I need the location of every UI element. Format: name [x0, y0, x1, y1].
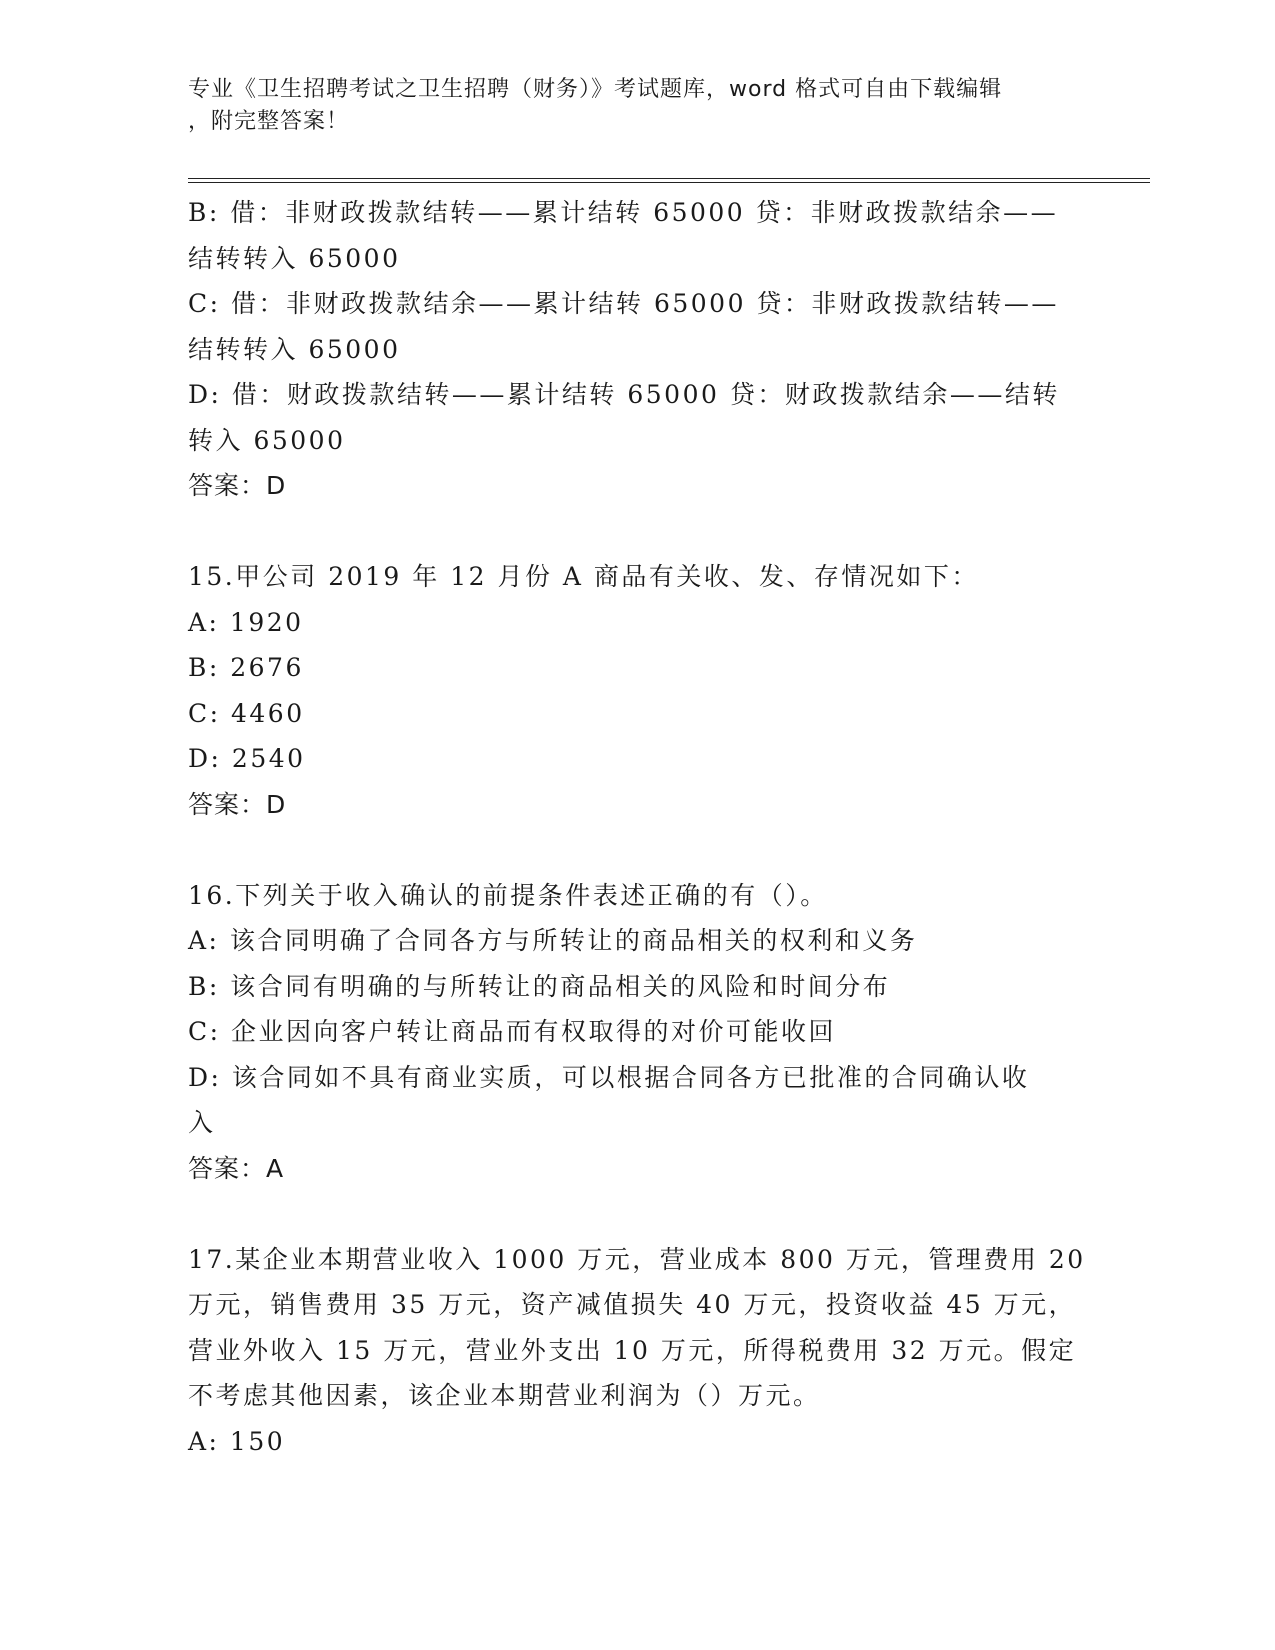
question-text-line-4: 不考虑其他因素，该企业本期营业利润为（）万元。: [188, 1381, 821, 1410]
question-15: [188, 554, 1068, 827]
header-line-1: 专业《卫生招聘考试之卫生招聘（财务）》考试题库，word 格式可自由下载编辑: [188, 77, 1003, 102]
question-body: [188, 190, 1086, 1464]
option-a: A: 该合同明确了合同各方与所转让的商品相关的权利和义务: [188, 926, 918, 955]
option-d: D: 2540: [188, 744, 306, 773]
option-a: A: 150: [188, 1426, 286, 1456]
option-c: C: 4460: [188, 698, 305, 728]
option-b: B: 2676: [188, 653, 304, 682]
header-line-2: ，附完整答案！: [188, 109, 350, 134]
question-text-line-1: 17.某企业本期营业收入 1000 万元，营业成本 800 万元，管理费用 20: [188, 1244, 1086, 1274]
option-d-line-2: 转入 65000: [188, 425, 346, 455]
question-16: [188, 873, 1068, 1192]
answer: 答案：D: [188, 471, 287, 500]
question-text-line-3: 营业外收入 15 万元，营业外支出 10 万元，所得税费用 32 万元。假定: [188, 1335, 1077, 1365]
option-c: C: 企业因向客户转让商品而有权取得的对价可能收回: [188, 1017, 837, 1046]
question-14: [188, 190, 1068, 509]
question-text: 16.下列关于收入确认的前提条件表述正确的有（）。: [188, 880, 828, 910]
option-a: A: 1920: [188, 607, 304, 637]
option-d-line-2: 入: [188, 1108, 216, 1137]
question-text-line-2: 万元，销售费用 35 万元，资产减值损失 40 万元，投资收益 45 万元，: [188, 1290, 1077, 1319]
page-header: [188, 74, 1068, 138]
header-double-rule: [188, 178, 1150, 183]
option-c-line-2: 结转转入 65000: [188, 334, 401, 364]
answer: 答案：A: [188, 1153, 285, 1183]
spacer: [188, 509, 1068, 555]
option-b: B: 该合同有明确的与所转让的商品相关的风险和时间分布: [188, 971, 891, 1001]
option-d-line-1: D: 该合同如不具有商业实质，可以根据合同各方已批准的合同确认收: [188, 1062, 1030, 1092]
answer: 答案：D: [188, 789, 287, 819]
question-17: [188, 1237, 1086, 1465]
option-b-line-2: 结转转入 65000: [188, 243, 401, 273]
option-b-line-1: B: 借：非财政拨款结转——累计结转 65000 贷：非财政拨款结余——: [188, 198, 1059, 227]
spacer: [188, 1191, 1068, 1237]
option-d-line-1: D: 借：财政拨款结转——累计结转 65000 贷：财政拨款结余——结转: [188, 380, 1060, 409]
question-text: 15.甲公司 2019 年 12 月份 A 商品有关收、发、存情况如下：: [188, 562, 979, 591]
spacer: [188, 827, 1068, 873]
option-c-line-1: C: 借：非财政拨款结余——累计结转 65000 贷：非财政拨款结转——: [188, 289, 1059, 318]
